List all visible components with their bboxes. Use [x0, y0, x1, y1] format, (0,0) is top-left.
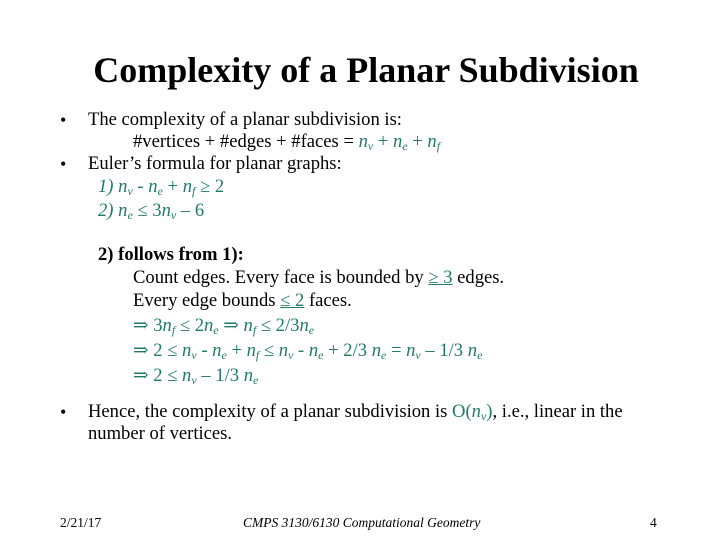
implies-icon: ⇒ — [133, 315, 149, 336]
bullet-3-text: Hence, the complexity of a planar subdivision is $O(n_v)$, i.e., linear in the — [88, 401, 623, 423]
implies-icon: ⇒ — [223, 315, 239, 336]
proof-heading: 2) follows from 1): — [98, 244, 244, 265]
bullet-icon: • — [60, 110, 67, 130]
footer-course: CMPS 3130/6130 Computational Geometry — [243, 515, 481, 530]
proof-line-3: ⇒ $3n_f \le 2n_e$ ⇒ $n_f \le 2/3n_e$ — [133, 315, 315, 337]
bullet-3-continuation: number of vertices. — [88, 423, 233, 444]
bullet-2-text: Euler’s formula for planar graphs: — [88, 153, 342, 174]
euler-formula-1: 1) $n_v - n_e + n_f \ge 2$ — [98, 176, 225, 198]
implies-icon: ⇒ — [133, 340, 149, 361]
footer-date: 2/21/17 — [60, 515, 102, 530]
bullet-icon: • — [60, 154, 67, 174]
proof-line-1: Count edges. Every face is bounded by ≥ 3 edges. — [133, 267, 505, 288]
proof-line-5: ⇒ $2 \le n_v - 1/3$ $n_e$ — [133, 365, 259, 387]
euler-formula-2: 2) $n_e \le 3n_v - 6$ — [98, 200, 205, 222]
proof-line-2: Every edge bounds ≤ 2 faces. — [133, 290, 352, 311]
bullet-1-text: The complexity of a planar subdivision is: — [88, 109, 402, 130]
implies-icon: ⇒ — [133, 365, 149, 386]
slide-title: Complexity of a Planar Subdivision — [93, 50, 639, 90]
page-number: 4 — [650, 515, 657, 530]
complexity-formula: #vertices + #edges + #faces = $n_v + n_e + n_f$ — [133, 131, 441, 153]
proof-line-4: ⇒ $2 \le n_v - n_e + n_f \le n_v - n_e + 2/3$ $n_e = n_v - 1/3$ $n_e$ — [133, 340, 483, 362]
bullet-icon: • — [60, 402, 67, 422]
